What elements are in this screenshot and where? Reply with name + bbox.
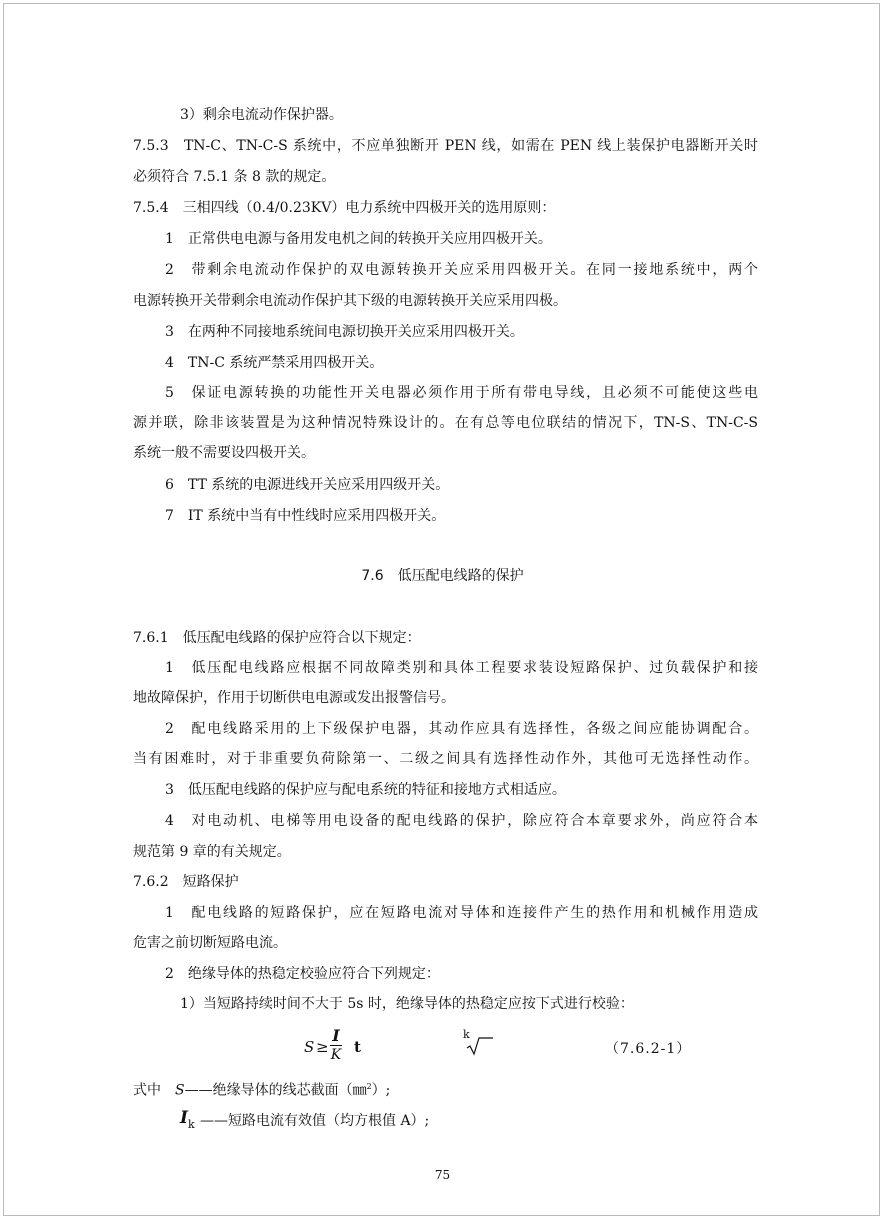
- definition-prefix: 式中: [133, 1082, 175, 1099]
- clause-7-5-4: 7.5.4 三相四线（0.4/0.23KV）电力系统中四极开关的选用原则：: [133, 200, 556, 216]
- list-item: 5 保证电源转换的功能性开关电器必须作用于所有带电导线，且必须不可能使这些电: [165, 385, 758, 401]
- formula-symbol-t: t: [354, 1038, 361, 1056]
- formula-ge-sign: ≥: [316, 1038, 329, 1056]
- section-title: 7.6 低压配电线路的保护: [361, 568, 524, 584]
- definition-end: ）;: [371, 1082, 391, 1099]
- list-item: 1）当短路持续时间不大于 5s 时，绝缘导体的热稳定应按下式进行校验：: [180, 996, 634, 1012]
- formula-fraction: [330, 1028, 342, 1063]
- formula-symbol-s: S: [304, 1038, 315, 1056]
- sqrt-icon: [466, 1036, 494, 1056]
- list-item: 2 带剩余电流动作保护的双电源转换开关应采用四极开关。在同一接地系统中，两个: [165, 262, 758, 278]
- paragraph-line: 危害之前切断短路电流。: [133, 935, 287, 951]
- formula-root-index: k: [463, 1028, 470, 1041]
- paragraph-line: 地故障保护，作用于切断供电电源或发出报警信号。: [133, 690, 455, 706]
- list-item: 1 配电线路的短路保护，应在短路电流对导体和连接件产生的热作用和机械作用造成: [165, 905, 758, 921]
- paragraph-line: 源并联，除非该装置是为这种情况特殊设计的。在有总等电位联结的情况下，TN-S、TN-C-S: [133, 415, 758, 431]
- paragraph-line: 电源转换开关带剩余电流动作保护其下级的电源转换开关应采用四极。: [133, 293, 567, 309]
- list-item: 2 绝缘导体的热稳定校验应符合下列规定：: [165, 966, 440, 982]
- clause-7-6-1: 7.6.1 低压配电线路的保护应符合以下规定：: [133, 630, 421, 646]
- definition-text: ——绝缘导体的线芯截面（㎜: [184, 1082, 367, 1099]
- paragraph-line: 系统一般不需要设四极开关。: [133, 445, 315, 461]
- list-item: 4 对电动机、电梯等用电设备的配电线路的保护，除应符合本章要求外，尚应符合本: [165, 813, 758, 829]
- clause-7-5-3: 7.5.3 TN-C、TN-C-S 系统中，不应单独断开 PEN 线，如需在 PEN 线上装保护电器断开关时: [133, 138, 758, 154]
- list-item: 7 IT 系统中当有中性线时应采用四极开关。: [165, 508, 446, 524]
- list-item: 3 在两种不同接地系统间电源切换开关应采用四极开关。: [165, 324, 524, 340]
- list-item: 3）剩余电流动作保护器。: [180, 107, 343, 123]
- formula-fraction-bar: [330, 1045, 342, 1046]
- formula-7-6-2-1: [300, 1028, 700, 1068]
- paragraph-line: 规范第 9 章的有关规定。: [133, 844, 291, 860]
- formula-number: （7.6.2-1）: [605, 1041, 692, 1057]
- clause-7-6-2: 7.6.2 短路保护: [133, 874, 239, 890]
- formula-numerator: I: [332, 1026, 340, 1045]
- list-item: 3 低压配电线路的保护应与配电系统的特征和接地方式相适应。: [165, 782, 566, 798]
- definition-symbol: S: [175, 1082, 185, 1099]
- definition-text: ——短路电流有效值（均方根值 A）;: [200, 1113, 430, 1129]
- list-item: 1 低压配电线路应根据不同故障类别和具体工程要求装设短路保护、过负载保护和接: [165, 660, 758, 676]
- paragraph-line: 当有困难时，对于非重要负荷除第一、二级之间具有选择性动作外，其他可无选择性动作。: [133, 751, 758, 767]
- list-item: 6 TT 系统的电源进线开关应采用四级开关。: [165, 477, 450, 493]
- definition-superscript: 2: [366, 1082, 372, 1091]
- formula-denominator: K: [330, 1047, 342, 1063]
- definition-symbol: I: [180, 1108, 188, 1128]
- definition-subscript: k: [188, 1118, 195, 1131]
- list-item: 4 TN-C 系统严禁采用四极开关。: [165, 355, 384, 371]
- paragraph-line: 必须符合 7.5.1 条 8 款的规定。: [133, 169, 336, 185]
- list-item: 1 正常供电电源与备用发电机之间的转换开关应用四极开关。: [165, 231, 552, 247]
- list-item: 2 配电线路采用的上下级保护电器，其动作应具有选择性，各级之间应能协调配合。: [165, 721, 758, 737]
- page-number: 75: [434, 1168, 451, 1182]
- symbol-definition-s: [133, 1077, 390, 1097]
